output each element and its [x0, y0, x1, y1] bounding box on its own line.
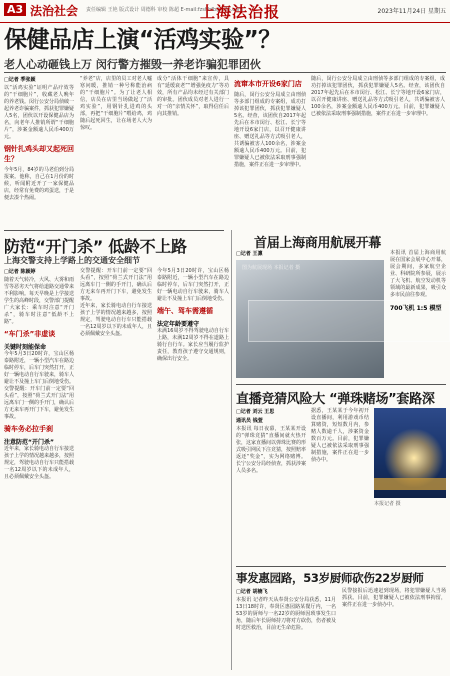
- story3-caption: 700飞机 1:5 模型: [390, 305, 442, 312]
- story2-kicker-1: “车门杀”非虚谈: [4, 330, 56, 338]
- lead-text-4: 成分“活体干细胞”来宣传，具有“延缓衰老”“增强免疫力”等功效，所有产品均未经过有关部门的审批。团伙成员对老人进行一对一的“亲情关怀”，取得信任后向其推销。: [157, 76, 229, 117]
- divider: [4, 230, 224, 231]
- story3-text: 本报讯 首届上海商用航展在国家会展中心开幕，展会期间，多家航空企业、科研院所参展，展示了大飞机、航空发动机等领域的最新成果，吸引众多市民前往参观。: [390, 250, 446, 298]
- story2-headline: 防范“开门杀” 低龄不上路: [4, 237, 187, 256]
- story5-text-2: 民警接报后迅速赶到现场，将犯罪嫌疑人当场抓获。目前，犯罪嫌疑人已被依法刑事拘留，案件正在进一步侦办中。: [342, 588, 446, 608]
- masthead: [0, 0, 450, 23]
- story2-text-2: 今年5月3日20时许，宝山区杨泰路附近，一辆小型汽车在路边临时停车，后车门突然打开，正好一辆电动自行车驶来，骑车人避让不及撞上车门后倒地受伤。: [4, 351, 75, 385]
- column-divider: [231, 230, 232, 670]
- lead-kicker-2: 流窜本市开设6家门店: [234, 80, 302, 88]
- story2-kicker-3: 端午、驾车需遵循: [157, 307, 213, 315]
- lead-subhead: 老人心动砸钱上万 闵行警方摧毁一养老诈骗犯罪团伙: [4, 58, 261, 71]
- page-number: A3: [4, 3, 26, 16]
- lead-kicker-1: 钢针扎鸡头却又起死回生？: [4, 145, 74, 163]
- story2-text-4: 近年来，家长骑电动自行车接送孩子上学的情况越来越多，按照规定，驾驶电动自行车只能搭载一名12周岁以下的未成年人，且必须佩戴安全头盔。: [4, 446, 75, 480]
- story3-photo-caption: 图为航展现场 本报记者 摄: [242, 265, 301, 271]
- newspaper-logo: 上海法治报: [200, 3, 281, 21]
- story2-column-1: [4, 268, 74, 673]
- story3-headline: 首届上海商用航展开幕: [254, 236, 382, 251]
- desk-stripe: [374, 478, 446, 490]
- lead-headline: 保健品店上演“活鸡实验”？: [4, 27, 281, 53]
- lead-column-5: [311, 76, 445, 226]
- story2-text-6: 近年来，家长骑电动自行车接送孩子上学的情况越来越多，按照规定，驾驶电动自行车只能搭载一名12周岁以下的未成年人，且必须佩戴安全头盔。: [80, 303, 152, 337]
- story2-text-7: 今年5月3日20时许，宝山区杨泰路附近，一辆小型汽车在路边临时停车，后车门突然打开，正好一辆电动自行车驶来，骑车人避让不及撞上车门后倒地受伤。: [157, 268, 229, 302]
- lead-text-1: 以“活鸡实验”证明产品疗效等的“干细胞片”，收藏老人晚年的养老钱。闵行公安分局侦破一起养老诈骗案件，抓获犯罪嫌疑人5名，团伙以开设保健品店为名，向老年人推销所谓“干细胞片”，涉案金额逾人民币400万元。: [4, 85, 75, 140]
- story2-kicker-2: 骑车务必拉手刹: [4, 425, 53, 433]
- editor-line: 责任编辑 王艳 版式设计 周德科 审校 陈超 E-mail:fzshbfb@126.com: [86, 7, 243, 13]
- story4-photo: [374, 408, 446, 498]
- divider: [236, 566, 446, 567]
- lead-column-2: [80, 76, 152, 246]
- story3-column: [390, 250, 446, 380]
- story2-column-2: [80, 268, 152, 673]
- story2-kicker-1b: 关键时刻能保命: [4, 344, 47, 351]
- story5-column-1: [236, 588, 336, 673]
- story2-byline: □记者 陈颖婷: [4, 269, 36, 275]
- divider: [4, 72, 446, 73]
- lead-text-6: 随后，闵行公安分局成立由刑侦等多部门组成的专案组，成功打掉该犯罪团伙，抓获犯罪嫌疑人5名。经查，该团伙自2017年起先后在本市闵行、松江、长宁等地开设6家门店，以召开健康讲座、赠送礼品等方式吸引老人，共诱骗被害人100余名，涉案金额逾人民币400万元。目前，犯罪嫌疑人已被依法采取刑事强制措施，案件正在进一步审理中。: [311, 76, 445, 117]
- story2-text-3: 交警提醒：开车门前一定要“回头看”，按照“荷兰式开门法”用远离车门一侧的手开门，确认后方无来车再开门下车，避免发生事故。: [4, 386, 75, 420]
- story2-text-5: 交警提醒：开车门前一定要“回头看”，按照“荷兰式开门法”用远离车门一侧的手开门，确认后方无来车再开门下车，避免发生事故。: [80, 268, 152, 302]
- story4-text-2: 据悉，王某某于今年初开设直播间，利用游戏币结算赌资，短短数月内，参赌人数逾千人，涉案资金数百万元。目前，犯罪嫌疑人已被依法采取刑事强制措施，案件正在进一步侦办中。: [311, 408, 369, 463]
- story4-column-1: [236, 408, 306, 558]
- lead-text-3: “养老”店，店里的员工对老人嘘寒问暖，推销一种号称能治病的“干细胞片”。为了让老人相信，店员在店里当场做起了“活鸡实验”，用钢针扎进鸡的头部，再把“干细胞片”喂给鸡，鸡随后起死回生，让在场老人大为惊叹。: [80, 76, 152, 131]
- story4-headline: 直播竞猜风险大 “弹珠赌场”套路深: [236, 392, 435, 407]
- story2-column-3: [157, 268, 229, 673]
- story4-byline: □记者 刘云 王思: [236, 409, 275, 415]
- story3-byline-wrap: [236, 250, 286, 260]
- story3-photo: [236, 260, 384, 378]
- story2-kicker-2b: 注意防范“开门杀”: [4, 439, 54, 446]
- story4-kicker: 通讯员 钱萱: [236, 418, 263, 424]
- lead-column-1: [4, 76, 74, 246]
- lead-text-2: 今年5月，84岁的马老伯到分局报案。他称，自己在1月份的时候，听闻附近开了一家保健品店，经常有免费的鸡蛋送，于是便去凑个热闹。: [4, 167, 75, 201]
- lead-column-3: [157, 76, 229, 246]
- story4-photo-caption: 本报记者 摄: [374, 501, 401, 507]
- story5-byline: □记者 胡楠飞: [236, 589, 268, 595]
- story5-column-2: [342, 588, 446, 673]
- story3-byline: □记者 王凛: [236, 251, 263, 257]
- story5-headline: 事发惠园路，53岁厨师砍伤22岁厨师: [236, 571, 424, 585]
- story2-subhead: 上海交警支持上学路上的交通安全细节: [4, 256, 140, 265]
- story2-text-8: 未满16周岁不得驾驶电动自行车上路，未满12周岁不得在道路上骑行自行车。家长应当履行监护责任，教育孩子遵守交通规则，确保出行安全。: [157, 328, 229, 362]
- story5-text-1: 本报讯 记者昨天从奉贤公安分局获悉，11月13日18时许，奉贤区惠园路某餐厅内，一名53岁的厨师与一名22岁的厨师因琐事发生口角，随后年长厨师持刀将对方砍伤，伤者被及时送医救治，目前无生命危险。: [236, 597, 337, 631]
- story4-column-2: [311, 408, 369, 558]
- lead-byline: □记者 季张颖: [4, 77, 36, 83]
- lead-column-4: [234, 76, 306, 226]
- story4-text-1: 本报讯 每日夜幕，王某某开设的“弹珠竞猜”直播间就火热开张，这家直播间以弹珠比赛的形式吸引网民下注竞猜，按照赔率返还“奖金”，实为网络赌博。长宁公安分局经侦查，抓获涉案人员多名。: [236, 426, 307, 474]
- lead-text-5: 随后，闵行公安分局成立由刑侦等多部门组成的专案组，成功打掉该犯罪团伙，抓获犯罪嫌疑人5名。经查，该团伙自2017年起先后在本市闵行、松江、长宁等地开设6家门店，以召开健康讲座、赠送礼品等方式吸引老人，共诱骗被害人100余名，涉案金额逾人民币400万元。目前，犯罪嫌疑人已被依法采取刑事强制措施，案件正在进一步审理中。: [234, 92, 306, 168]
- divider: [236, 384, 446, 385]
- issue-date: 2023年11月24日 星期五: [377, 8, 446, 15]
- story2-kicker-3b: 法定年龄要遵守: [157, 321, 200, 328]
- story2-text-1: 随着天气转冷，大风、大雾和雨雪等恶劣天气将给道路交通带来不利影响。每天早晚是上学接送学生的高峰时段，交警部门提醒广大家长：乘车时注意“开门杀”，骑车时注意“低龄不上路”。: [4, 277, 75, 325]
- section-title: 法治社会: [30, 4, 79, 18]
